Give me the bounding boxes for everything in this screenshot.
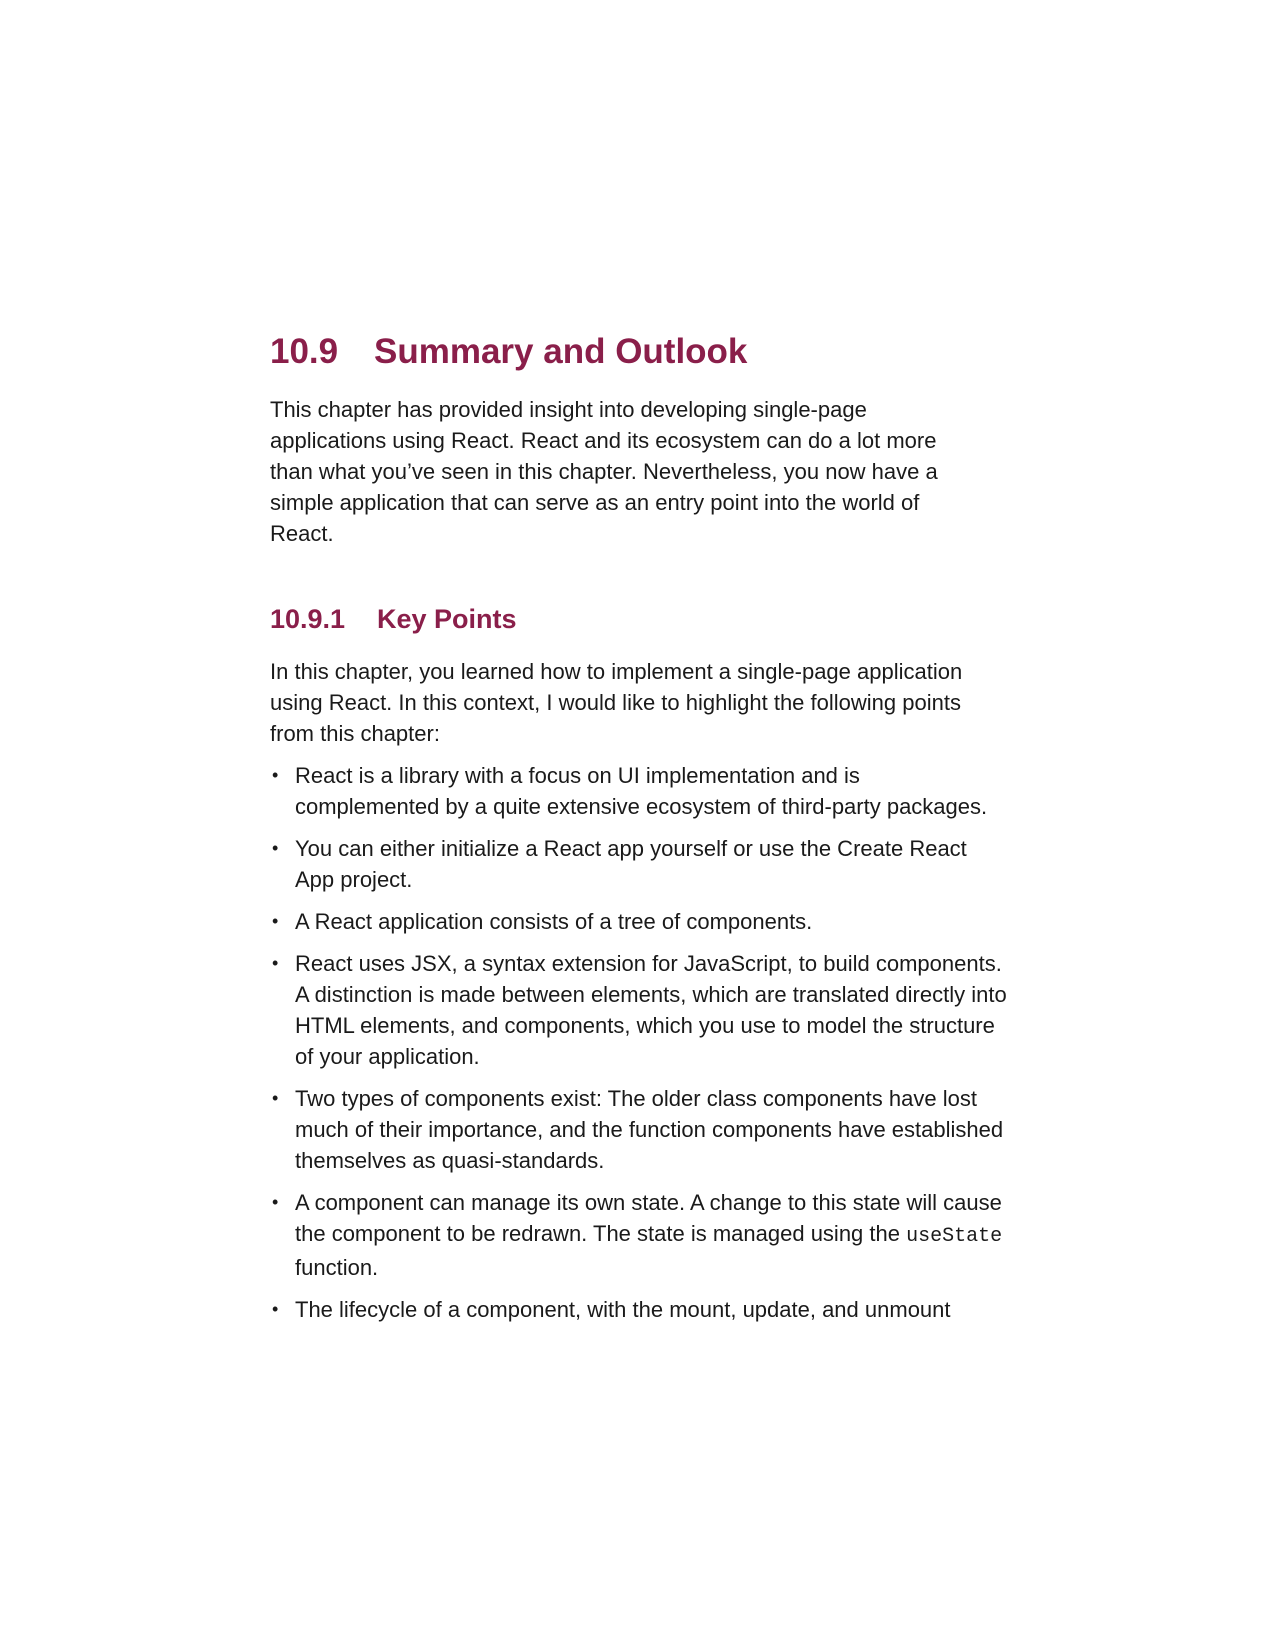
list-item — [270, 1083, 1010, 1176]
list-item — [270, 948, 1010, 1072]
bullet-icon: • — [272, 953, 279, 973]
state-text-after: function. — [295, 1255, 379, 1280]
subsection-title: Key Points — [377, 604, 517, 634]
lead-paragraph: In this chapter, you learned how to implement a single-page application using React. In this context, I would like to highlight the following points from this chapter: — [270, 659, 963, 746]
list-item-text: You can either initialize a React app yourself or use the Create React App project. — [295, 836, 967, 892]
subsection-heading — [270, 604, 517, 635]
section-number: 10.9 — [270, 332, 339, 371]
list-item-text — [295, 1190, 1002, 1280]
bullet-icon: • — [272, 1088, 279, 1108]
bullet-icon: • — [272, 911, 279, 931]
list-item — [270, 833, 1010, 895]
list-item-text: Two types of components exist: The older class components have lost much of their importance, and the function components have established themselves as quasi-standards. — [295, 1086, 1004, 1173]
list-item — [270, 760, 1010, 822]
list-item-text: React is a library with a focus on UI implementation and is complemented by a quite extensive ecosystem of third-party packages. — [295, 763, 988, 819]
list-item — [270, 906, 1010, 937]
list-item — [270, 1294, 1010, 1325]
section-title: Summary and Outlook — [374, 332, 748, 371]
bullet-icon: • — [272, 1192, 279, 1212]
list-item — [270, 1187, 1010, 1283]
list-item-text: React uses JSX, a syntax extension for JavaScript, to build components. A distinction is made between elements, which are translated directly into HTML elements, and components, which you use to model the structure of your application. — [295, 951, 1007, 1069]
section-heading — [270, 332, 747, 372]
state-text-before: A component can manage its own state. A change to this state will cause the component to be redrawn. The state is managed using the — [295, 1190, 1002, 1246]
bullet-icon: • — [272, 1299, 279, 1319]
key-points-list — [270, 760, 1010, 1336]
intro-paragraph: This chapter has provided insight into developing single-page applications using React. React and its ecosystem can do a lot more than what you’ve seen in this chapter. Nevertheless, you now have a simple application that can serve as an entry point into the world of React. — [270, 397, 938, 546]
inline-code: useState — [906, 1225, 1003, 1248]
subsection-number: 10.9.1 — [270, 604, 346, 634]
bullet-icon: • — [272, 765, 279, 785]
list-item-text: The lifecycle of a component, with the mount, update, and unmount — [295, 1297, 951, 1322]
list-item-text: A React application consists of a tree of components. — [295, 909, 813, 934]
bullet-icon: • — [272, 838, 279, 858]
